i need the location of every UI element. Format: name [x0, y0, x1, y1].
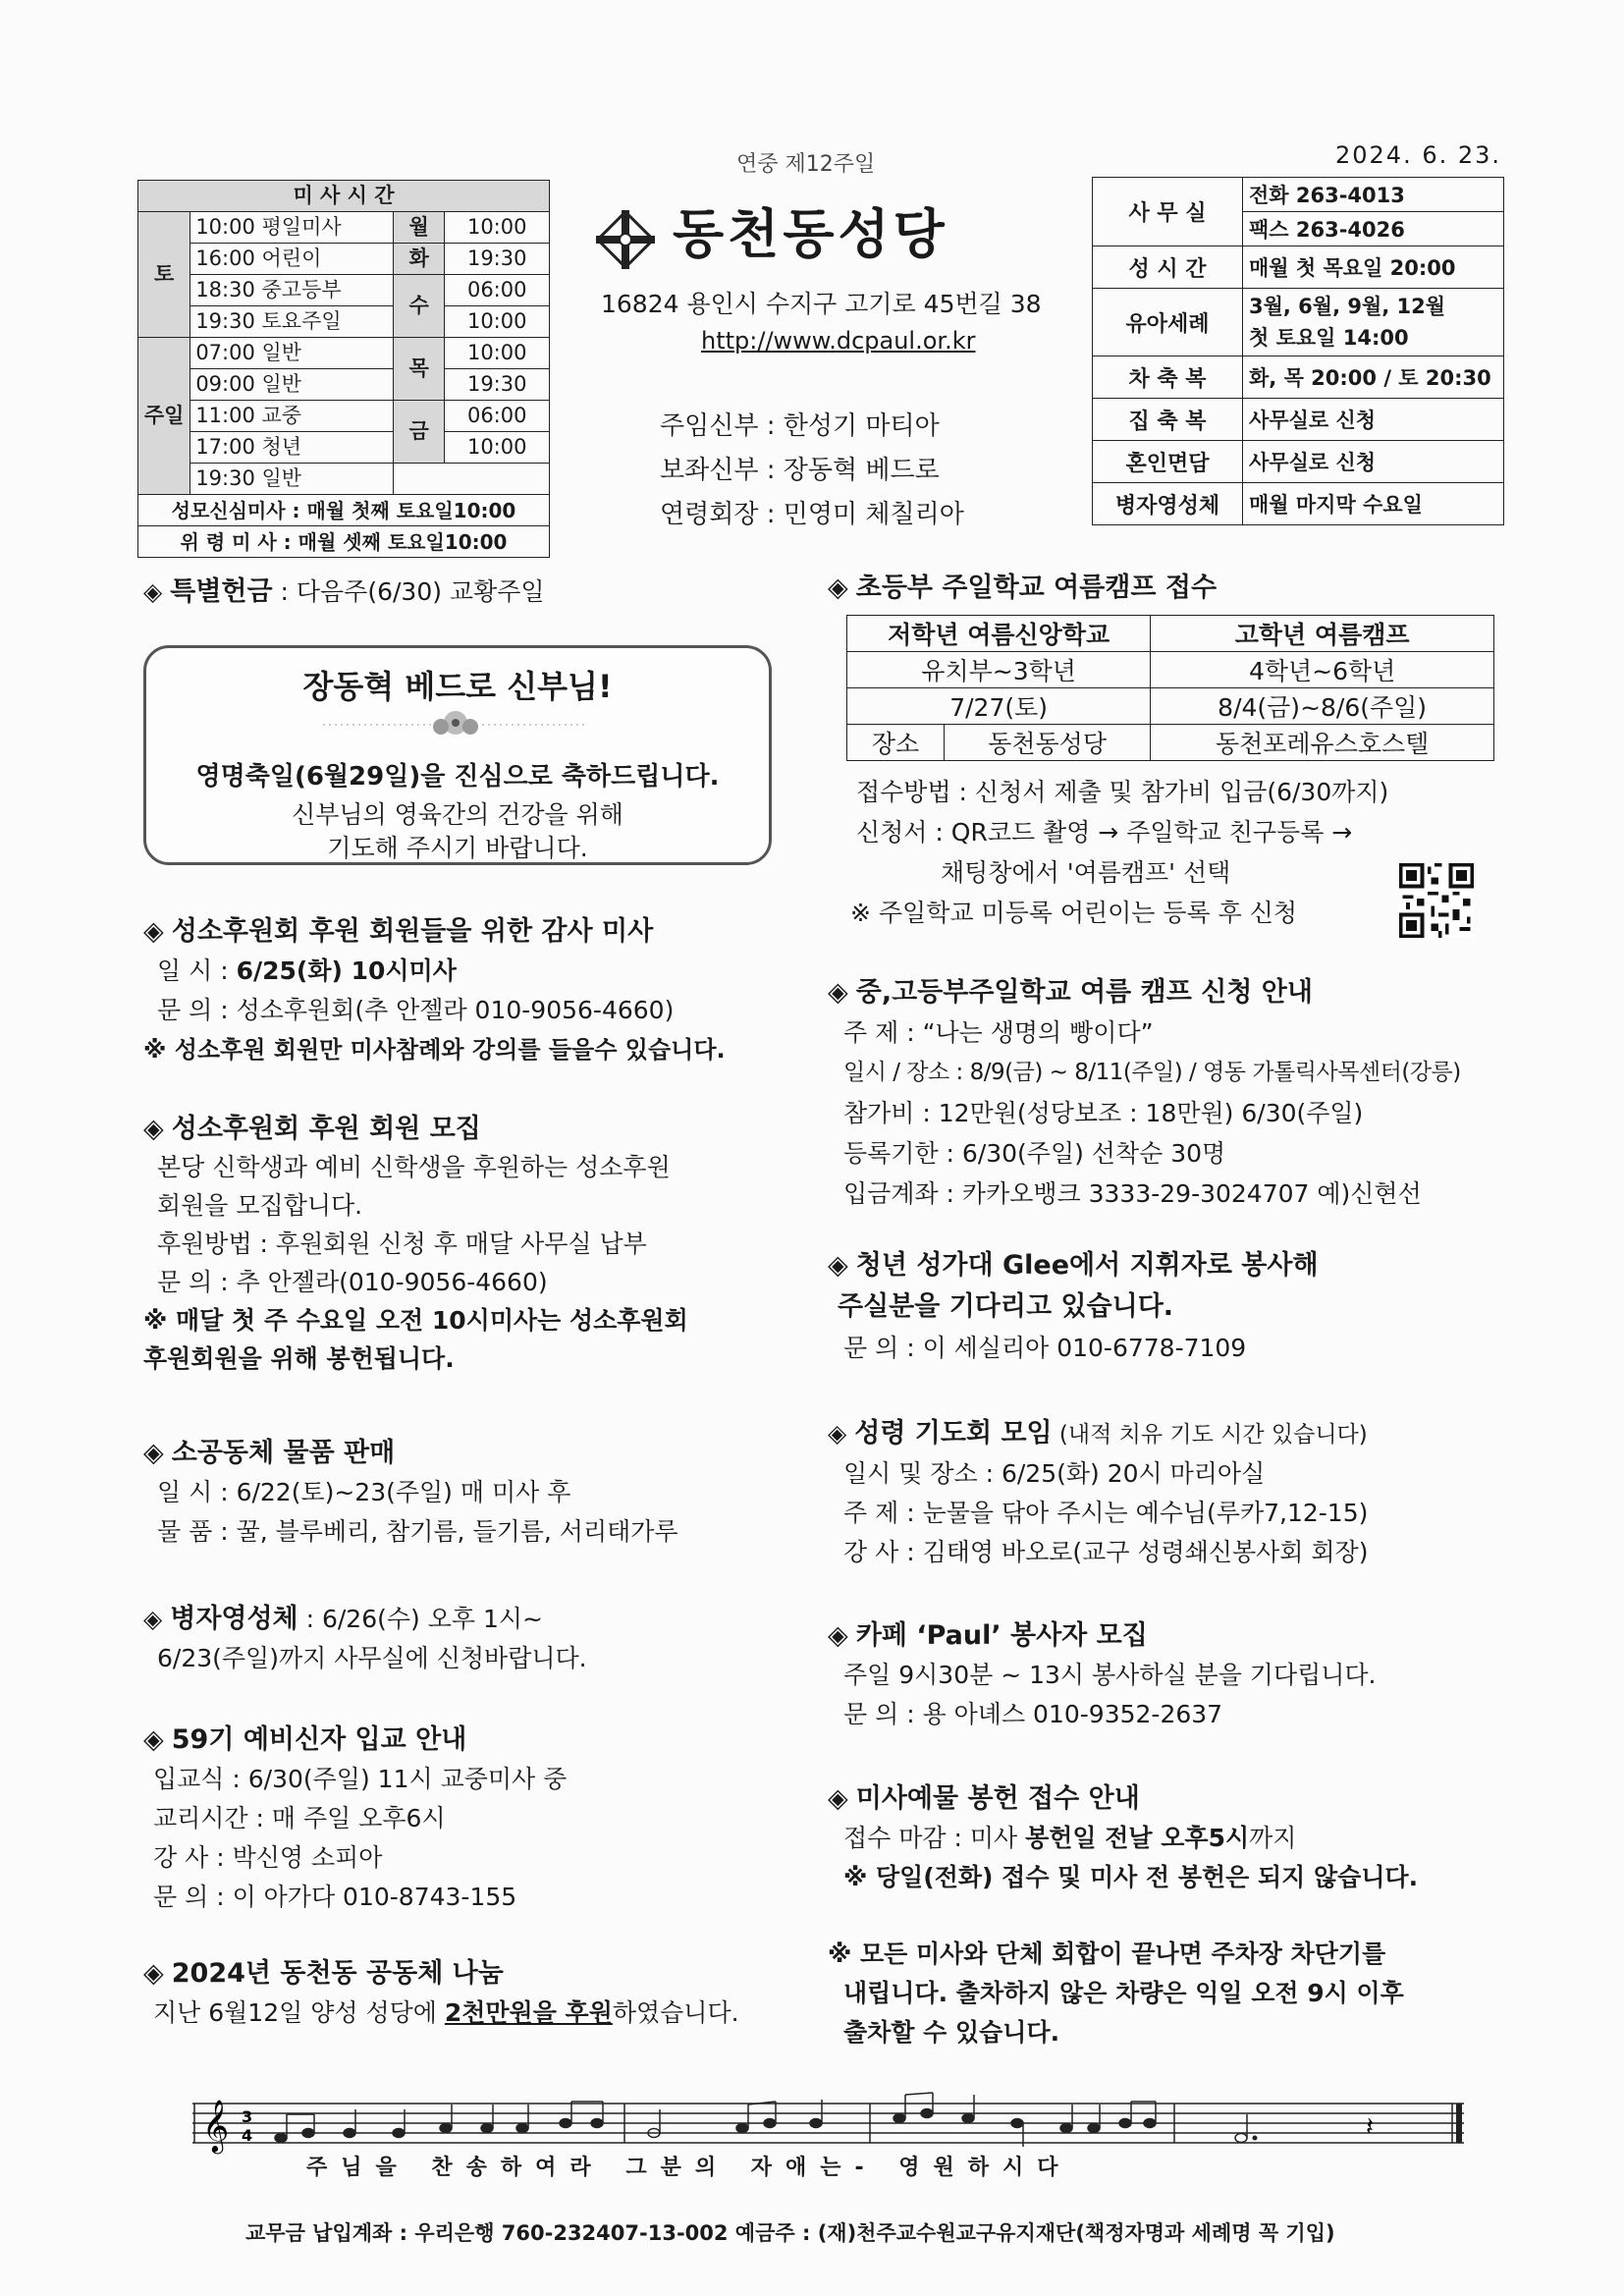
mass-offering-section: [828, 1779, 1418, 1897]
donation-account-info: 교무금 납입계좌 : 우리은행 760-232407-13-002 예금주 : (재)천주교수원교구유지재단(책정자명과 세례명 꼭 기입): [245, 2221, 1335, 2245]
info-line: 일 시 : 6/25(화) 10시미사: [157, 957, 457, 985]
special-offering-section: [143, 573, 545, 612]
section-title-line: ◈ 성령 기도회 모임 (내적 치유 기도 시간 있습니다): [828, 1418, 1368, 1449]
diamond-bullet-icon: ◈: [143, 1724, 164, 1755]
section-title: ◈ 카페 ‘Paul’ 봉사자 모집: [828, 1620, 1148, 1651]
weekday-label: 월: [393, 212, 445, 244]
liturgical-week: 연중 제12주일: [736, 152, 876, 177]
weekday-time: 10:00: [445, 306, 550, 338]
office-label: 사 무 실: [1093, 178, 1243, 246]
camp-section-title: [828, 569, 1217, 608]
svg-text:3: 3: [242, 2107, 253, 2126]
weekday-label: 금: [393, 401, 445, 464]
mass-time: 19:30 일반: [190, 464, 394, 495]
greeting-title: 장동혁 베드로 신부님!: [302, 668, 613, 705]
infant-baptism-months: 3월, 6월, 9월, 12월: [1249, 295, 1446, 318]
camp-header: 저학년 여름신앙학교: [847, 616, 1151, 652]
section-title: ◈ 성소후원회 후원 회원 모집: [143, 1114, 481, 1144]
diamond-bullet-icon: ◈: [828, 1620, 848, 1651]
info-line: 물 품 : 꿀, 블루베리, 참기름, 들기름, 서리태가루: [157, 1517, 678, 1546]
office-label: 병자영성체: [1093, 483, 1243, 525]
diamond-bullet-icon: ◈: [828, 573, 848, 603]
funeral-association-chair: 연령회장 : 민영미 체칠리아: [660, 500, 964, 529]
diamond-bullet-icon: ◈: [828, 1783, 848, 1814]
office-label: 성 시 간: [1093, 246, 1243, 289]
church-address: 16824 용인시 수지구 고기로 45번길 38: [601, 290, 1042, 318]
office-info-table: [1092, 177, 1504, 525]
info-line: 교리시간 : 매 주일 오후6시: [153, 1804, 446, 1832]
mass-time: 17:00 청년: [190, 432, 394, 464]
church-name: 동천동성당: [673, 203, 948, 265]
feast-greeting-box: [143, 645, 772, 865]
office-value: 사무실로 신청: [1243, 399, 1504, 441]
mass-time: 16:00 어린이: [190, 244, 394, 275]
info-line: 문 의 : 추 안젤라(010-9056-4660): [157, 1268, 548, 1296]
special-offering-text: : 다음주(6/30) 교황주일: [272, 577, 545, 606]
mass-time: 19:30 토요주일: [190, 306, 394, 338]
diamond-bullet-icon: ◈: [143, 577, 163, 606]
mass-time: 07:00 일반: [190, 338, 394, 369]
svg-text:𝄞: 𝄞: [202, 2099, 230, 2152]
camp-table: [846, 615, 1494, 761]
info-line: 6/23(주일)까지 사무실에 신청바랍니다.: [157, 1644, 587, 1672]
camp-cell: 유치부~3학년: [847, 652, 1151, 688]
weekday-time: 06:00: [445, 275, 550, 306]
info-line: 참가비 : 12만원(성당보조 : 18만원) 6/30(주일): [843, 1099, 1364, 1127]
notice-line: ※ 주일학교 미등록 어린이는 등록 후 신청: [850, 899, 1298, 927]
camp-cell: 동천포레유스호스텔: [1151, 725, 1494, 761]
section-title: ◈ 소공동체 물품 판매: [143, 1438, 396, 1468]
weekday-time: 10:00: [445, 338, 550, 369]
diamond-bullet-icon: ◈: [828, 977, 848, 1008]
section-title: ◈ 59기 예비신자 입교 안내: [143, 1724, 467, 1755]
sick-communion-section: [143, 1600, 587, 1678]
info-line: 접수방법 : 신청서 제출 및 참가비 입금(6/30까지): [856, 778, 1389, 806]
office-label: 혼인면담: [1093, 441, 1243, 483]
svg-text:𝄽: 𝄽: [1366, 2112, 1374, 2142]
weekday-label: 수: [393, 275, 445, 338]
greeting-line: 기도해 주시기 바랍니다.: [327, 834, 588, 862]
info-line: 접수 마감 : 미사 봉헌일 전날 오후5시까지: [843, 1824, 1297, 1852]
catechumen-section: [143, 1721, 567, 1917]
info-line: 강 사 : 박신영 소피아: [153, 1843, 383, 1872]
notice-line: 내립니다. 출차하지 않은 차량은 익일 오전 9시 이후: [843, 1979, 1404, 2007]
section-title: ◈ 성소후원회 후원 회원들을 위한 감사 미사: [143, 916, 654, 947]
weekday-label: 목: [393, 338, 445, 401]
section-title-cont: 주실분을 기다리고 있습니다.: [838, 1291, 1174, 1322]
sunday-label: 주일: [138, 338, 190, 495]
greeting-message: 영명축일(6월29일)을 진심으로 축하드립니다.: [195, 762, 720, 792]
info-line: 채팅창에서 '여름캠프' 선택: [941, 858, 1231, 887]
office-value: 매월 첫 목요일 20:00: [1243, 246, 1504, 289]
info-line: 회원을 모집합니다.: [157, 1191, 363, 1220]
info-line: 주 제 : 눈물을 닦아 주시는 예수님(루카7,12-15): [843, 1499, 1369, 1527]
qr-code-icon[interactable]: [1399, 862, 1474, 939]
camp-registration-info: [850, 772, 1388, 933]
diamond-bullet-icon: ◈: [143, 916, 164, 947]
infant-baptism-time: 첫 토요일 14:00: [1249, 326, 1409, 350]
office-value: 사무실로 신청: [1243, 441, 1504, 483]
flower-ornament-icon: [323, 703, 588, 742]
info-line: 일시 및 장소 : 6/25(화) 20시 마리아실: [843, 1459, 1266, 1488]
clergy-list: [660, 405, 964, 537]
info-line: 문 의 : 성소후원회(추 안젤라 010-9056-4660): [157, 996, 675, 1024]
info-line: 입금계좌 : 카카오뱅크 3333-29-3024707 예)신현선: [843, 1179, 1422, 1208]
section-title: ◈ 2024년 동천동 공동체 나눔: [143, 1958, 504, 1989]
vocation-members-section: [143, 1110, 688, 1378]
office-value: 화, 목 20:00 / 토 20:30: [1243, 356, 1504, 399]
notice-line: ※ 성소후원 회원만 미사참례와 강의를 들을수 있습니다.: [143, 1036, 726, 1064]
community-sale-section: [143, 1434, 678, 1552]
youth-choir-section: [828, 1245, 1319, 1369]
info-line: 일시 / 장소 : 8/9(금) ~ 8/11(주일) / 영동 가톨릭사목센터(강릉): [843, 1060, 1461, 1085]
pastor: 주임신부 : 한성기 마티아: [660, 411, 940, 441]
office-label: 차 축 복: [1093, 356, 1243, 399]
camp-cell: 4학년~6학년: [1151, 652, 1494, 688]
camp-cell: 7/27(토): [847, 688, 1151, 725]
section-title: ◈ 청년 성가대 Glee에서 지휘자로 봉사해: [828, 1250, 1319, 1281]
cafe-volunteer-section: [828, 1616, 1377, 1734]
info-line: 본당 신학생과 예비 신학생을 후원하는 성소후원: [157, 1153, 671, 1181]
cross-logo-icon: [594, 208, 657, 271]
weekday-time: 19:30: [445, 244, 550, 275]
info-line: 문 의 : 이 세실리아 010-6778-7109: [843, 1334, 1247, 1362]
mass-times-table: [137, 180, 550, 558]
bulletin-date: 2024. 6. 23.: [1335, 141, 1502, 169]
requiem-mass-info: 위 령 미 사 : 매월 셋째 토요일10:00: [138, 526, 550, 558]
parking-notice: [828, 1935, 1404, 2052]
mass-time: 11:00 교중: [190, 401, 394, 432]
youth-camp-section: [828, 972, 1461, 1214]
weekday-time: 19:30: [445, 369, 550, 401]
notice-line: 후원회원을 위해 봉헌됩니다.: [143, 1344, 455, 1373]
info-line: 주일 9시30분 ~ 13시 봉사하실 분을 기다립니다.: [843, 1661, 1377, 1689]
diamond-bullet-icon: ◈: [828, 1419, 847, 1448]
office-label: 집 축 복: [1093, 399, 1243, 441]
weekday-label: 화: [393, 244, 445, 275]
info-line: 일 시 : 6/22(토)~23(주일) 매 미사 후: [157, 1478, 571, 1506]
diamond-bullet-icon: ◈: [143, 1438, 164, 1468]
assistant-pastor: 보좌신부 : 장동혁 베드로: [660, 456, 940, 485]
info-line: 입교식 : 6/30(주일) 11시 교중미사 중: [153, 1765, 568, 1793]
info-line: 후원방법 : 후원회원 신청 후 매달 사무실 납부: [157, 1230, 647, 1258]
mass-time: 18:30 중고등부: [190, 275, 394, 306]
weekday-time: 10:00: [445, 432, 550, 464]
vocation-mass-section: [143, 912, 726, 1069]
info-line: 등록기한 : 6/30(주일) 선착순 30명: [843, 1139, 1226, 1168]
info-line: 강 사 : 김태영 바오로(교구 성령쇄신봉사회 회장): [843, 1538, 1369, 1566]
notice-line: ※ 당일(전화) 접수 및 미사 전 봉헌은 되지 않습니다.: [843, 1863, 1419, 1891]
info-line: 문 의 : 이 아가다 010-8743-155: [153, 1883, 517, 1911]
section-title: 특별헌금: [170, 576, 273, 607]
office-value: 매월 마지막 수요일: [1243, 483, 1504, 525]
mass-time: 10:00 평일미사: [190, 212, 394, 244]
community-sharing-section: [143, 1954, 739, 2033]
camp-header: 고학년 여름캠프: [1151, 616, 1494, 652]
notice-line: 출차할 수 있습니다.: [843, 2018, 1060, 2047]
section-title-line: ◈ 병자영성체 : 6/26(수) 오후 1시~: [143, 1604, 543, 1634]
diamond-bullet-icon: ◈: [143, 1114, 164, 1144]
church-website-link[interactable]: http://www.dcpaul.or.kr: [701, 327, 976, 355]
song-lyrics: 주님을 찬송하여라 그분의 자애는- 영원하시다: [306, 2156, 1072, 2180]
info-line: 문 의 : 용 아녜스 010-9352-2637: [843, 1700, 1223, 1728]
office-phone: 전화 263-4013: [1243, 178, 1504, 212]
section-title: ◈ 중,고등부주일학교 여름 캠프 신청 안내: [828, 977, 1313, 1008]
mass-time: 09:00 일반: [190, 369, 394, 401]
notice-line: ※ 모든 미사와 단체 회합이 끝나면 주차장 차단기를: [828, 1940, 1386, 1968]
saturday-label: 토: [138, 212, 190, 338]
marian-mass-info: 성모신심미사 : 매월 첫째 토요일10:00: [138, 495, 550, 526]
greeting-line: 신부님의 영육간의 건강을 위해: [292, 800, 623, 829]
camp-cell: 장소: [847, 725, 945, 761]
info-line: 주 제 : “나는 생명의 빵이다”: [843, 1018, 1154, 1047]
mass-times-title: 미 사 시 간: [138, 181, 550, 212]
svg-text:4: 4: [242, 2126, 253, 2145]
diamond-bullet-icon: ◈: [143, 1605, 163, 1633]
weekday-time: 10:00: [445, 212, 550, 244]
camp-cell: 8/4(금)~8/6(주일): [1151, 688, 1494, 725]
office-value: [1243, 289, 1504, 356]
diamond-bullet-icon: ◈: [828, 1250, 848, 1281]
camp-cell: 동천동성당: [945, 725, 1151, 761]
info-line: 지난 6월12일 양성 성당에 2천만원을 후원하였습니다.: [153, 1998, 739, 2027]
notice-line: ※ 매달 첫 주 수요일 오전 10시미사는 성소후원회: [143, 1306, 688, 1335]
blank-cell: [393, 464, 549, 495]
office-label: 유아세례: [1093, 289, 1243, 356]
holy-spirit-prayer-section: [828, 1414, 1368, 1572]
diamond-bullet-icon: ◈: [143, 1958, 164, 1989]
section-title: ◈ 초등부 주일학교 여름캠프 접수: [828, 573, 1218, 603]
info-line: 신청서 : QR코드 촬영 → 주일학교 친구등록 →: [856, 818, 1353, 847]
office-fax: 팩스 263-4026: [1243, 212, 1504, 246]
section-title: ◈ 미사예물 봉헌 접수 안내: [828, 1783, 1140, 1814]
weekday-time: 06:00: [445, 401, 550, 432]
